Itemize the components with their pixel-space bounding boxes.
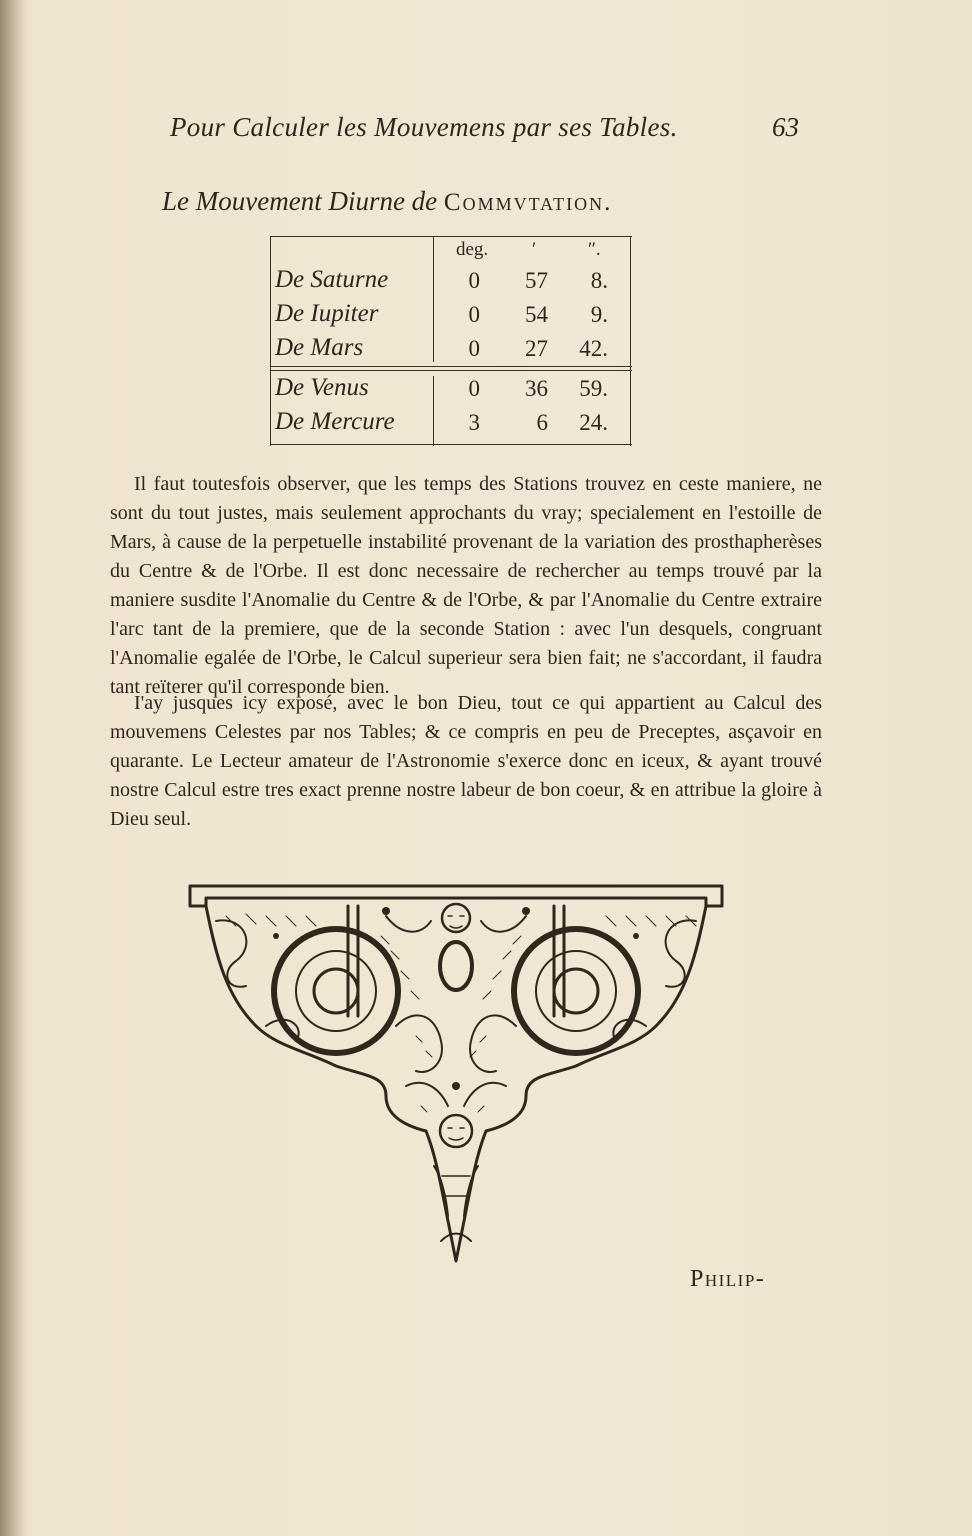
planet-name: De Mars	[275, 334, 364, 361]
table-rule-top	[270, 236, 632, 237]
deg-value: 0	[468, 302, 480, 327]
catchword: Philip-	[690, 1266, 766, 1292]
planet-name: De Iupiter	[275, 300, 379, 327]
table-row	[270, 264, 632, 298]
table-rule-middle-1	[270, 366, 632, 367]
deg-value: 0	[468, 268, 480, 293]
table-row	[270, 332, 632, 366]
body-paragraph: I'ay jusques icy exposé, avec le bon Dieu, tout ce qui appartient au Calcul des mouvemens Celestes par nos Tables; & ce compris en peu de Preceptes, asçavoir en quarante. Le Lecteur amateur de l'Astronomie s'exerce donc en iceux, & ayant trouvé nostre Calcul estre tres exact prenne nostre labeur de bon coeur, & en attribue la gloire à Dieu seul.	[110, 692, 822, 830]
header-sec: ″.	[588, 239, 601, 260]
table-row	[270, 298, 632, 332]
min-value: 6	[536, 410, 548, 435]
commutation-table	[270, 236, 632, 446]
page-number: 63	[772, 112, 799, 142]
table-rule-middle-2	[270, 370, 632, 371]
min-value: 57	[525, 268, 548, 293]
header-min: ′	[532, 239, 537, 260]
deg-value: 0	[468, 376, 480, 401]
table-title-caps: Commvtation.	[443, 189, 613, 216]
sec-value: 8.	[590, 268, 608, 293]
body-paragraph: Il faut toutesfois observer, que les temps des Stations trouvez en ceste maniere, ne sont du tout justes, mais seulement approchants du vray; specialement en l'estoille de Mars, à cause de la perpetuelle instabilité provenant de la variation des prosthapherèses du Centre & de l'Orbe. Il est donc necessaire de rechercher au temps trouvé par la maniere susdite l'Anomalie du Centre & de l'Orbe, & par l'Anomalie du Centre extraire l'arc tant de la premiere, que de la seconde Station : avec l'un desquels, congruant l'Anomalie egalée de l'Orbe, le Calcul superieur sera bien fait; ne s'accordant, il faudra tant reïterer qu'il corresponde bien.	[110, 473, 822, 698]
spine-shadow	[0, 0, 26, 1536]
min-value: 54	[525, 302, 548, 327]
woodcut-ornament	[186, 876, 726, 1266]
deg-value: 3	[468, 410, 480, 435]
table-rule-bottom	[270, 444, 632, 445]
sec-value: 9.	[590, 302, 608, 327]
planet-name: De Venus	[275, 374, 369, 401]
running-head: Pour Calculer les Mouvemens par ses Tables.	[170, 112, 678, 142]
sec-value: 42.	[579, 336, 608, 361]
table-title-italic: Le Mouvement Diurne de	[162, 186, 438, 216]
min-value: 36	[525, 376, 548, 401]
sec-value: 59.	[579, 376, 608, 401]
table-row	[270, 406, 632, 440]
sec-value: 24.	[579, 410, 608, 435]
table-row	[270, 372, 632, 406]
planet-name: De Saturne	[275, 266, 389, 293]
header-deg: deg.	[456, 239, 489, 260]
table-title	[162, 186, 612, 217]
min-value: 27	[525, 336, 548, 361]
deg-value: 0	[468, 336, 480, 361]
planet-name: De Mercure	[275, 408, 395, 435]
